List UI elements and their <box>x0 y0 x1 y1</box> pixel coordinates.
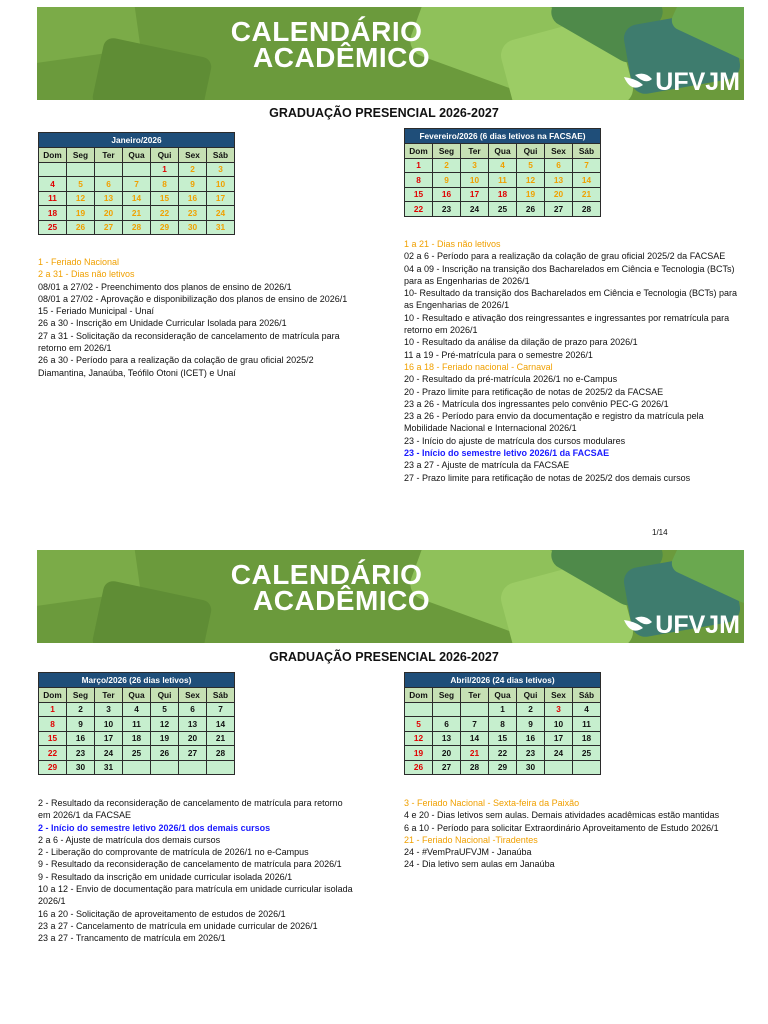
calendar-day: 9 <box>433 173 461 188</box>
event-item: 27 a 31 - Solicitação da reconsideração de cancelamento de matrícula para retorno em 2026/1 <box>38 330 340 354</box>
calendar-day: 28 <box>461 760 489 775</box>
calendar-day: 22 <box>39 746 67 761</box>
event-item: 2 - Início do semestre letivo 2026/1 dos demais cursos <box>38 822 271 833</box>
page-heading: GRADUAÇÃO PRESENCIAL 2026-2027 <box>269 106 499 120</box>
calendar-day: 23 <box>67 746 95 761</box>
event-item: 1 a 21 - Dias não letivos <box>404 239 501 249</box>
event-item: 23 a 27 - Trancamento de matrícula em 2026/1 <box>38 933 226 944</box>
event-item: 11 a 19 - Pré-matrícula para o semestre 2026/1 <box>404 349 593 360</box>
calendar-january <box>38 132 235 235</box>
calendar-day: 25 <box>573 746 601 761</box>
calendar-day: 21 <box>207 731 235 746</box>
weekday-header: Sex <box>545 144 573 159</box>
calendar-day: 18 <box>39 206 67 221</box>
calendar-day: 16 <box>67 731 95 746</box>
calendar-day: 9 <box>67 717 95 732</box>
calendar-day: 26 <box>405 760 433 775</box>
calendar-day: 7 <box>573 158 601 173</box>
calendar-day: 1 <box>39 702 67 717</box>
calendar-day: 14 <box>461 731 489 746</box>
calendar-empty-cell <box>179 760 207 775</box>
calendar-day: 5 <box>405 717 433 732</box>
event-item: 10 a 12 - Envio de documentação para matrícula em unidade curricular isolada 2026/1 <box>38 884 353 907</box>
calendar-day: 24 <box>545 746 573 761</box>
calendar-title: Fevereiro/2026 (6 dias letivos na FACSAE) <box>405 129 601 144</box>
calendar-day: 6 <box>545 158 573 173</box>
calendar-day: 15 <box>39 731 67 746</box>
leaf-icon <box>623 614 653 636</box>
calendar-day: 27 <box>95 220 123 235</box>
weekday-header: Dom <box>39 148 67 163</box>
event-item: 20 - Prazo limite para retificação de notas de 2025/2 da FACSAE <box>404 386 664 397</box>
leaf-icon <box>623 71 653 93</box>
calendar-empty-cell <box>405 702 433 717</box>
calendar-february <box>404 128 601 217</box>
weekday-header: Sáb <box>573 688 601 703</box>
calendar-day: 19 <box>151 731 179 746</box>
calendar-day: 13 <box>545 173 573 188</box>
weekday-header: Ter <box>95 148 123 163</box>
calendar-day: 2 <box>179 162 207 177</box>
calendar-day: 8 <box>405 173 433 188</box>
calendar-day: 3 <box>95 702 123 717</box>
event-item: 26 a 30 - Período para a realização da colação de grau oficial 2025/2 Diamantina, Janaúba, Teófilo Otoni (ICET) e Unaí <box>38 355 314 378</box>
calendar-day: 27 <box>179 746 207 761</box>
calendar-day: 8 <box>39 717 67 732</box>
calendar-day: 7 <box>207 702 235 717</box>
calendar-day: 21 <box>461 746 489 761</box>
calendar-day: 25 <box>39 220 67 235</box>
weekday-header: Sex <box>179 148 207 163</box>
weekday-header: Qui <box>151 688 179 703</box>
event-item: 10 - Resultado da análise da dilação de prazo para 2026/1 <box>404 337 638 348</box>
calendar-day: 20 <box>433 746 461 761</box>
event-item: 23 a 27 - Cancelamento de matrícula em unidade curricular de 2026/1 <box>38 920 318 931</box>
event-item: 23 a 26 - Período para envio da documentação e registro da matrícula pela Mobilidade Nacional e Internacional 2026/1 <box>404 411 704 434</box>
calendar-day: 26 <box>151 746 179 761</box>
event-item: 23 - Início do ajuste de matrícula dos cursos modulares <box>404 435 626 446</box>
calendar-day: 22 <box>489 746 517 761</box>
calendar-day: 6 <box>95 177 123 192</box>
calendar-day: 9 <box>179 177 207 192</box>
calendar-day: 29 <box>39 760 67 775</box>
calendar-day: 17 <box>95 731 123 746</box>
calendar-day: 23 <box>433 202 461 217</box>
calendar-day: 26 <box>67 220 95 235</box>
weekday-header: Dom <box>39 688 67 703</box>
calendar-day: 11 <box>39 191 67 206</box>
calendar-day: 12 <box>151 717 179 732</box>
events-march <box>38 797 354 945</box>
calendar-empty-cell <box>123 162 151 177</box>
calendar-day: 29 <box>151 220 179 235</box>
calendar-day: 27 <box>545 202 573 217</box>
weekday-header: Qua <box>123 688 151 703</box>
calendar-day: 31 <box>95 760 123 775</box>
calendar-day: 4 <box>489 158 517 173</box>
calendar-day: 22 <box>405 202 433 217</box>
calendar-day: 11 <box>573 717 601 732</box>
event-item: 2 a 6 - Ajuste de matrícula dos demais cursos <box>38 834 221 845</box>
calendar-day: 16 <box>433 187 461 202</box>
calendar-day: 19 <box>405 746 433 761</box>
calendar-day: 8 <box>489 717 517 732</box>
calendar-day: 25 <box>123 746 151 761</box>
calendar-empty-cell <box>545 760 573 775</box>
events-april <box>404 797 740 871</box>
calendar-day: 8 <box>151 177 179 192</box>
calendar-march <box>38 672 235 775</box>
calendar-day: 9 <box>517 717 545 732</box>
calendar-day: 6 <box>179 702 207 717</box>
calendar-day: 2 <box>67 702 95 717</box>
event-item: 10- Resultado da transição dos Bacharelados em Ciência e Tecnologia (BCTs) para as Engenharias de 2026/1 <box>404 288 738 311</box>
calendar-day: 3 <box>461 158 489 173</box>
events-february <box>404 238 740 484</box>
weekday-header: Dom <box>405 144 433 159</box>
calendar-april <box>404 672 601 775</box>
calendar-day: 2 <box>517 702 545 717</box>
calendar-day: 20 <box>95 206 123 221</box>
event-item: 2 - Liberação do comprovante de matrícula de 2026/1 no e-Campus <box>38 847 309 858</box>
calendar-day: 30 <box>179 220 207 235</box>
calendar-day: 15 <box>405 187 433 202</box>
calendar-title: Abril/2026 (24 dias letivos) <box>405 673 601 688</box>
calendar-day: 16 <box>517 731 545 746</box>
calendar-day: 10 <box>461 173 489 188</box>
calendar-day: 18 <box>123 731 151 746</box>
calendar-day: 13 <box>95 191 123 206</box>
calendar-day: 24 <box>95 746 123 761</box>
calendar-day: 11 <box>123 717 151 732</box>
calendar-day: 31 <box>207 220 235 235</box>
event-item: 02 a 6 - Período para a realização da colação de grau oficial 2025/2 da FACSAE <box>404 251 726 262</box>
calendar-day: 24 <box>207 206 235 221</box>
event-item: 10 - Resultado e ativação dos reingressantes e ingressantes por rematrícula para retorno em 2026/1 <box>404 312 730 336</box>
calendar-day: 17 <box>461 187 489 202</box>
calendar-day: 27 <box>433 760 461 775</box>
calendar-day: 21 <box>573 187 601 202</box>
calendar-day: 3 <box>207 162 235 177</box>
calendar-day: 30 <box>67 760 95 775</box>
calendar-day: 22 <box>151 206 179 221</box>
calendar-day: 14 <box>207 717 235 732</box>
weekday-header: Qua <box>489 688 517 703</box>
calendar-day: 12 <box>67 191 95 206</box>
calendar-day: 23 <box>179 206 207 221</box>
calendar-day: 23 <box>517 746 545 761</box>
banner <box>37 550 744 643</box>
calendar-day: 28 <box>207 746 235 761</box>
calendar-day: 13 <box>179 717 207 732</box>
calendar-day: 16 <box>179 191 207 206</box>
event-item: 9 - Resultado da inscrição em unidade curricular isolada 2026/1 <box>38 871 293 882</box>
weekday-header: Seg <box>433 688 461 703</box>
event-item: 4 e 20 - Dias letivos sem aulas. Demais atividades acadêmicas estão mantidas <box>404 810 720 821</box>
weekday-header: Seg <box>433 144 461 159</box>
calendar-day: 7 <box>123 177 151 192</box>
calendar-day: 19 <box>517 187 545 202</box>
weekday-header: Sex <box>545 688 573 703</box>
calendar-day: 25 <box>489 202 517 217</box>
event-item: 24 - #VemPraUFVJM - Janaúba <box>404 847 532 858</box>
ufvjm-logo: UFVJM <box>623 613 740 637</box>
calendar-day: 10 <box>95 717 123 732</box>
calendar-day: 11 <box>489 173 517 188</box>
weekday-header: Dom <box>405 688 433 703</box>
calendar-empty-cell <box>123 760 151 775</box>
calendar-day: 7 <box>461 717 489 732</box>
calendar-title: Janeiro/2026 <box>39 133 235 148</box>
weekday-header: Sáb <box>207 688 235 703</box>
calendar-empty-cell <box>95 162 123 177</box>
weekday-header: Qui <box>517 688 545 703</box>
event-item: 6 a 10 - Período para solicitar Extraordinário Aproveitamento de Estudo 2026/1 <box>404 822 719 833</box>
calendar-day: 13 <box>433 731 461 746</box>
weekday-header: Sáb <box>573 144 601 159</box>
weekday-header: Ter <box>461 688 489 703</box>
calendar-day: 4 <box>573 702 601 717</box>
calendar-day: 15 <box>151 191 179 206</box>
calendar-day: 24 <box>461 202 489 217</box>
event-item: 9 - Resultado da reconsideração de cancelamento de matrícula para 2026/1 <box>38 859 342 870</box>
calendar-empty-cell <box>151 760 179 775</box>
calendar-empty-cell <box>39 162 67 177</box>
calendar-empty-cell <box>461 702 489 717</box>
event-item: 2 a 31 - Dias não letivos <box>38 269 135 280</box>
calendar-empty-cell <box>207 760 235 775</box>
calendar-day: 28 <box>123 220 151 235</box>
calendar-day: 5 <box>67 177 95 192</box>
calendar-day: 15 <box>489 731 517 746</box>
event-item: 27 - Prazo limite para retificação de notas de 2025/2 dos demais cursos <box>404 472 691 483</box>
event-item: 16 a 18 - Feriado nacional - Carnaval <box>404 361 553 372</box>
banner-title: CALENDÁRIO ACADÊMICO <box>230 559 431 616</box>
calendar-title: Março/2026 (26 dias letivos) <box>39 673 235 688</box>
weekday-header: Ter <box>95 688 123 703</box>
event-item: 2 - Resultado da reconsideração de cancelamento de matrícula para retorno em 2026/1 da FACSAE <box>38 798 343 821</box>
weekday-header: Qui <box>517 144 545 159</box>
calendar-day: 5 <box>151 702 179 717</box>
event-item: 04 a 09 - Inscrição na transição dos Bacharelados em Ciência e Tecnologia (BCTs) para as Engenharias de 2026/1 <box>404 263 735 286</box>
weekday-header: Qua <box>123 148 151 163</box>
page-heading: GRADUAÇÃO PRESENCIAL 2026-2027 <box>269 650 499 664</box>
event-item: 26 a 30 - Inscrição em Unidade Curricular Isolada para 2026/1 <box>38 318 287 329</box>
calendar-day: 2 <box>433 158 461 173</box>
calendar-day: 12 <box>517 173 545 188</box>
event-item: 3 - Feriado Nacional - Sexta-feira da Paixão <box>404 798 580 808</box>
calendar-day: 18 <box>489 187 517 202</box>
calendar-empty-cell <box>573 760 601 775</box>
calendar-day: 29 <box>489 760 517 775</box>
weekday-header: Sex <box>179 688 207 703</box>
event-item: 08/01 a 27/02 - Preenchimento dos planos de ensino de 2026/1 <box>38 281 292 292</box>
calendar-day: 5 <box>517 158 545 173</box>
calendar-day: 6 <box>433 717 461 732</box>
calendar-day: 1 <box>405 158 433 173</box>
calendar-day: 26 <box>517 202 545 217</box>
event-item: 23 a 26 - Matrícula dos ingressantes pelo convênio PEC-G 2026/1 <box>404 398 669 409</box>
calendar-day: 17 <box>545 731 573 746</box>
weekday-header: Seg <box>67 148 95 163</box>
weekday-header: Qua <box>489 144 517 159</box>
weekday-header: Seg <box>67 688 95 703</box>
calendar-day: 1 <box>489 702 517 717</box>
calendar-day: 28 <box>573 202 601 217</box>
event-item: 23 a 27 - Ajuste de matrícula da FACSAE <box>404 460 570 471</box>
calendar-day: 4 <box>39 177 67 192</box>
event-item: 1 - Feriado Nacional <box>38 257 120 267</box>
calendar-day: 14 <box>123 191 151 206</box>
event-item: 21 - Feriado Nacional -Tiradentes <box>404 834 538 845</box>
calendar-day: 20 <box>179 731 207 746</box>
page-number: 1/14 <box>652 528 668 537</box>
weekday-header: Ter <box>461 144 489 159</box>
event-item: 24 - Dia letivo sem aulas em Janaúba <box>404 859 555 870</box>
calendar-day: 14 <box>573 173 601 188</box>
event-item: 20 - Resultado da pré-matrícula 2026/1 no e-Campus <box>404 374 618 385</box>
event-item: 15 - Feriado Municipal - Unaí <box>38 306 155 317</box>
weekday-header: Qui <box>151 148 179 163</box>
calendar-day: 20 <box>545 187 573 202</box>
calendar-day: 1 <box>151 162 179 177</box>
calendar-day: 18 <box>573 731 601 746</box>
calendar-day: 10 <box>207 177 235 192</box>
calendar-empty-cell <box>67 162 95 177</box>
calendar-empty-cell <box>433 702 461 717</box>
ufvjm-logo: UFVJM <box>623 70 740 94</box>
calendar-day: 17 <box>207 191 235 206</box>
event-item: 23 - Início do semestre letivo 2026/1 da FACSAE <box>404 448 610 459</box>
calendar-day: 19 <box>67 206 95 221</box>
calendar-day: 10 <box>545 717 573 732</box>
weekday-header: Sáb <box>207 148 235 163</box>
banner <box>37 7 744 100</box>
calendar-day: 12 <box>405 731 433 746</box>
event-item: 16 a 20 - Solicitação de aproveitamento de estudos de 2026/1 <box>38 908 286 919</box>
events-january <box>38 256 348 379</box>
banner-title: CALENDÁRIO ACADÊMICO <box>230 16 431 73</box>
calendar-day: 3 <box>545 702 573 717</box>
event-item: 08/01 a 27/02 - Aprovação e disponibilização dos planos de ensino de 2026/1 <box>38 293 348 304</box>
calendar-day: 30 <box>517 760 545 775</box>
calendar-day: 21 <box>123 206 151 221</box>
calendar-day: 4 <box>123 702 151 717</box>
